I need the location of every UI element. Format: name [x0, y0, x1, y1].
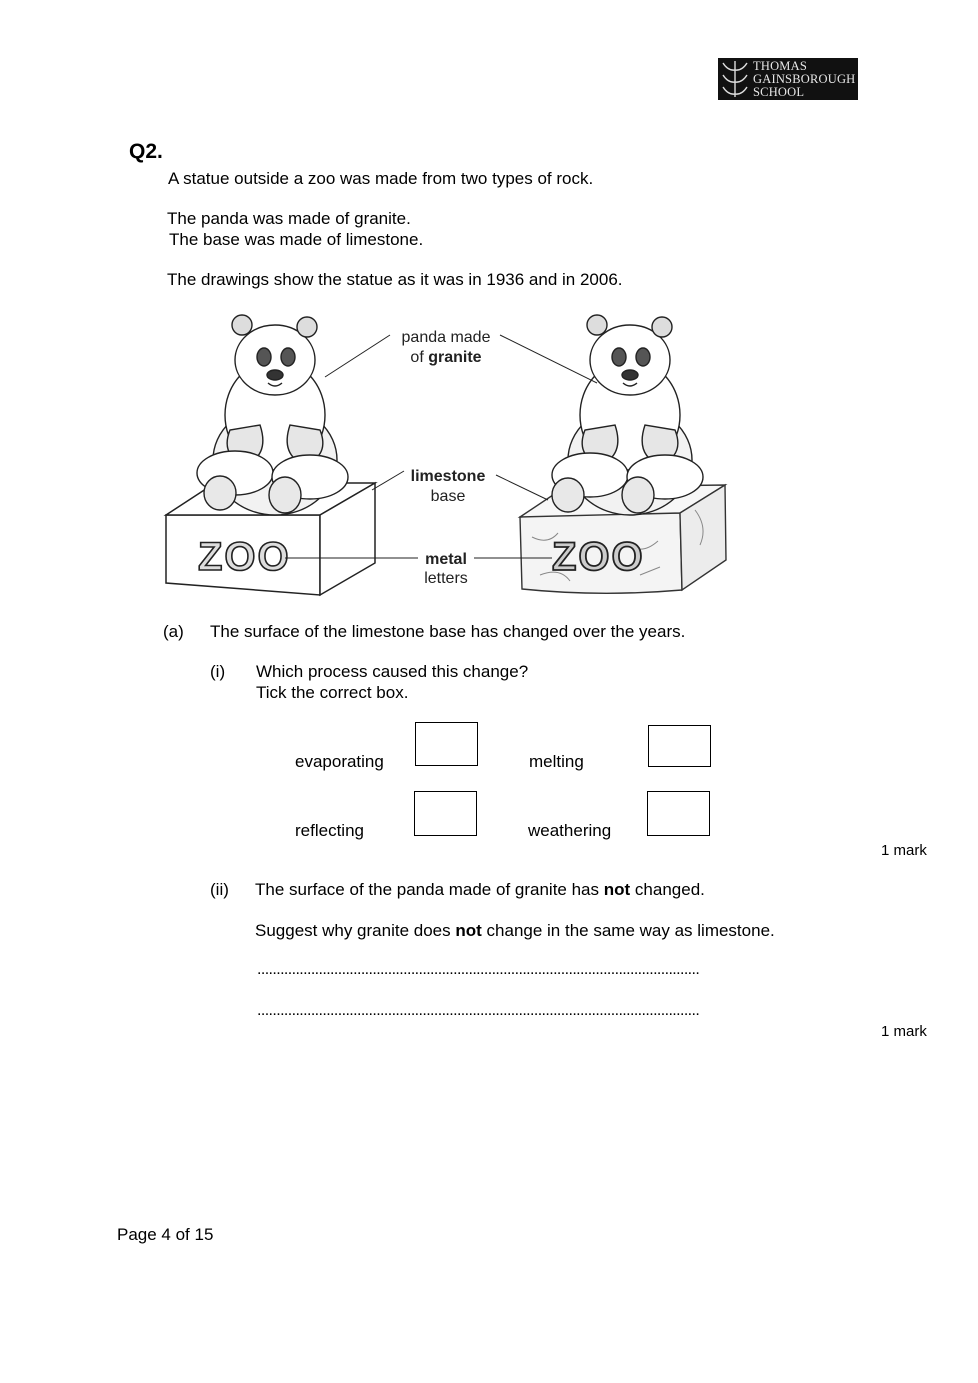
label-panda-line1: panda made [401, 329, 491, 346]
statue-1936 [166, 315, 375, 595]
option-reflecting-label: reflecting [295, 821, 364, 840]
option-melting-label: melting [529, 752, 584, 771]
tick-box-weathering[interactable] [647, 791, 710, 836]
option-weathering-label: weathering [528, 821, 612, 840]
label-limestone: limestone [410, 468, 486, 485]
page-number: Page 4 of 15 [117, 1225, 214, 1244]
panda-granite-text: The panda was made of granite. [167, 209, 411, 228]
tick-box-evaporating[interactable] [415, 722, 478, 766]
mark-part-ii: 1 mark [881, 1023, 927, 1040]
suggest-before: Suggest why granite does [255, 921, 451, 940]
logo-line: GAINSBOROUGH [753, 71, 856, 86]
label-panda-line2 [410, 349, 481, 366]
label-letters: letters [424, 570, 468, 587]
mark-part-i: 1 mark [881, 842, 927, 859]
part-ii-label: (ii) [210, 880, 229, 899]
label-panda-granite: granite [428, 349, 482, 366]
answer-line-2[interactable]: ................................................................................................................... [257, 1002, 700, 1019]
answer-line-1[interactable]: ................................................................................................................... [257, 961, 700, 978]
zoo-letters-1936: ZOO [198, 535, 291, 579]
question-number: Q2. [129, 140, 163, 163]
panda-2006 [552, 315, 703, 515]
label-metal: metal [425, 551, 467, 568]
tick-box-reflecting[interactable] [414, 791, 477, 836]
panda-1936 [197, 315, 348, 515]
drawings-text: The drawings show the statue as it was in 1936 and in 2006. [167, 270, 623, 289]
part-i-instruction: Tick the correct box. [256, 683, 409, 702]
label-base: base [430, 488, 466, 505]
base-limestone-text: The base was made of limestone. [169, 230, 424, 249]
logo-line: THOMAS [753, 58, 807, 73]
part-a-text: The surface of the limestone base has changed over the years. [210, 622, 686, 641]
part-ii-text-before: The surface of the panda made of granite has [255, 880, 600, 899]
zoo-letters-2006: ZOO [552, 535, 645, 579]
logo-text [753, 60, 855, 99]
suggest-bold: not [455, 921, 482, 940]
school-logo [718, 58, 858, 100]
part-ii-text-bold: not [603, 880, 631, 899]
option-evaporating-label: evaporating [295, 752, 384, 771]
intro-text: A statue outside a zoo was made from two types of rock. [168, 169, 594, 188]
part-ii-text-after: changed. [634, 880, 705, 899]
part-ii-text [255, 880, 705, 900]
tick-box-melting[interactable] [648, 725, 711, 767]
part-i-question: Which process caused this change? [256, 662, 529, 681]
statue-figure [160, 305, 740, 600]
part-ii-suggest [255, 921, 775, 941]
part-i-label: (i) [210, 662, 226, 681]
part-a-label: (a) [163, 622, 184, 641]
logo-line: SCHOOL [753, 84, 805, 99]
leaf-emblem-icon [720, 59, 750, 99]
label-panda-of: of [410, 349, 424, 366]
statue-2006 [520, 315, 726, 593]
suggest-after: change in the same way as limestone. [486, 921, 775, 940]
